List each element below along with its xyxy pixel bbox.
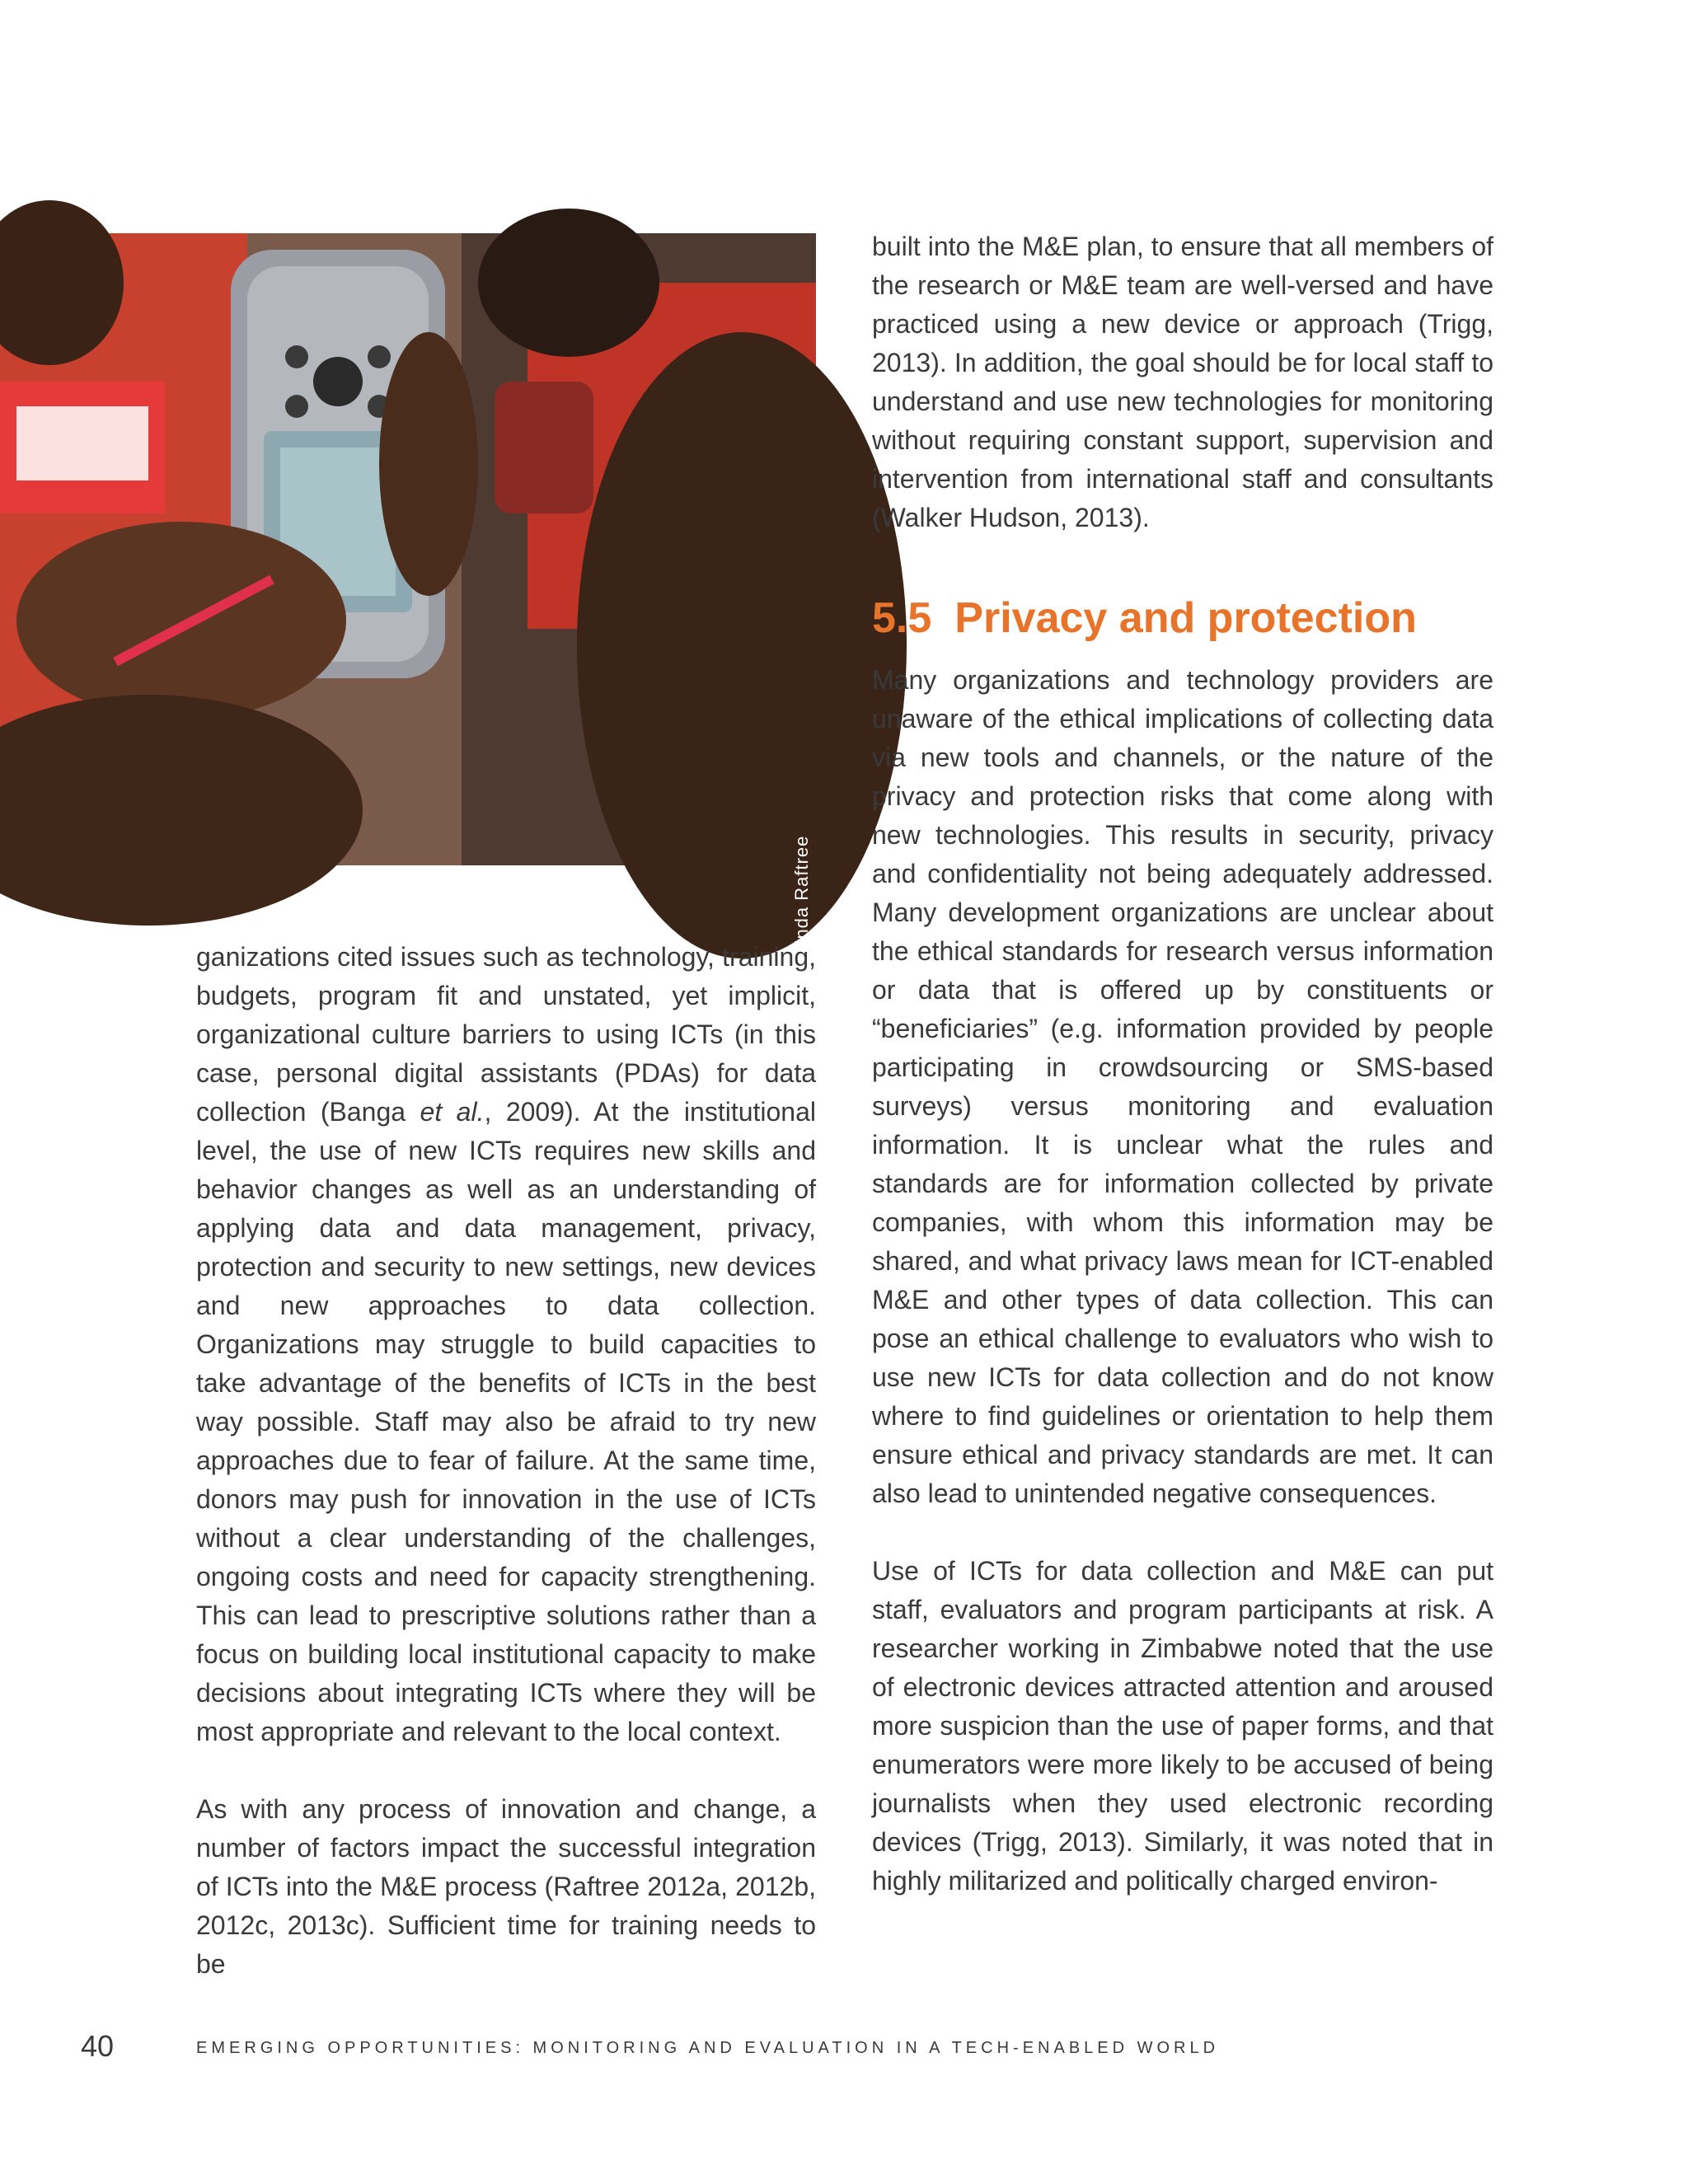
right-column-body — [872, 661, 1493, 1900]
left-paragraph-1-text-b: , 2009). At the institutional level, the use of new ICTs requires new skills and behavior changes as well as an understanding of applying data and data management, privacy, protection and security to new settings, new devices and new approaches to data collection. Organizations may struggle to build capacities to take advantage of the benefits of ICTs in the best way possible. Staff may also be afraid to try new approaches due to fear of failure. At the same time, donors may push for innovation in the use of ICTs without a clear understanding of the challenges, ongoing costs and need for capacity strengthening. This can lead to prescriptive solutions rather than a focus on building local institutional capacity to make decisions about integrating ICTs where they will be most appropriate and relevant to the local context. — [196, 1097, 817, 1746]
left-paragraph-1-italic: et al. — [420, 1097, 485, 1127]
section-number: 5.5 — [872, 594, 932, 642]
right-paragraph-1: Many organizations and technology providers are unaware of the ethical implications of collecting data via new tools and channels, or the nature of the privacy and protection risks that come along with new technologies. This results in security, privacy and confidentiality not being adequately addressed. Many development organizations are unclear about the ethical standards for research versus information or data that is offered up by constituents or “beneficiaries” (e.g. information provided by people participating in crowdsourcing or SMS-based surveys) versus monitoring and evaluation information. It is unclear what the rules and standards are for information collected by private companies, with whom this information may be shared, and what privacy laws mean for ICT-enabled M&E and other types of data collection. This can pose an ethical challenge to evaluators who wish to use new ICTs for data collection and do not know where to find guidelines or orientation to help them ensure ethical and privacy standards are met. It can also lead to unintended negative consequences. — [872, 665, 1493, 1508]
left-paragraph-2: As with any process of innovation and change, a number of factors impact the successful integration of ICTs into the M&E process (Raftree 2012a, 2012b, 2012c, 2013c). Sufficient time for training needs to be — [196, 1794, 816, 1979]
right-paragraph-2: Use of ICTs for data collection and M&E can put staff, evaluators and program participants at risk. A researcher working in Zimbabwe noted that the use of electronic devices attracted attention and aroused more suspicion than the use of paper forms, and that enumerators were more likely to be accused of being journalists when they used electronic recording devices (Trigg, 2013). Similarly, it was noted that in highly militarized and politically charged environ- — [872, 1556, 1493, 1896]
left-paragraph-1-text-a: ganizations cited issues such as technology, training, budgets, program fit and unstated, yet implicit, organizational culture barriers to using ICTs (in this case, personal digital assistants (PDAs) for data collection (Banga — [196, 942, 816, 1127]
right-paragraph-top: built into the M&E plan, to ensure that all members of the research or M&E team are well-versed and have practiced using a new device or approach (Trigg, 2013). In addition, the goal should be for local staff to understand and use new technologies for monitoring without requiring constant support, supervision and intervention from international staff and consultants (Walker Hudson, 2013). — [872, 232, 1493, 532]
running-title: EMERGING OPPORTUNITIES: MONITORING AND EVALUATION IN A TECH-ENABLED WORLD — [196, 2039, 1220, 2057]
page-number: 40 — [81, 2029, 115, 2063]
left-column — [196, 938, 816, 1984]
right-column-top — [872, 227, 1493, 537]
photo-illustration — [0, 233, 816, 865]
section-heading — [872, 593, 1417, 643]
gps-device-photo — [0, 233, 816, 975]
photo-credit: © Linda Raftree — [791, 835, 812, 975]
section-title: Privacy and protection — [954, 594, 1417, 642]
left-paragraph-1 — [196, 938, 816, 1751]
